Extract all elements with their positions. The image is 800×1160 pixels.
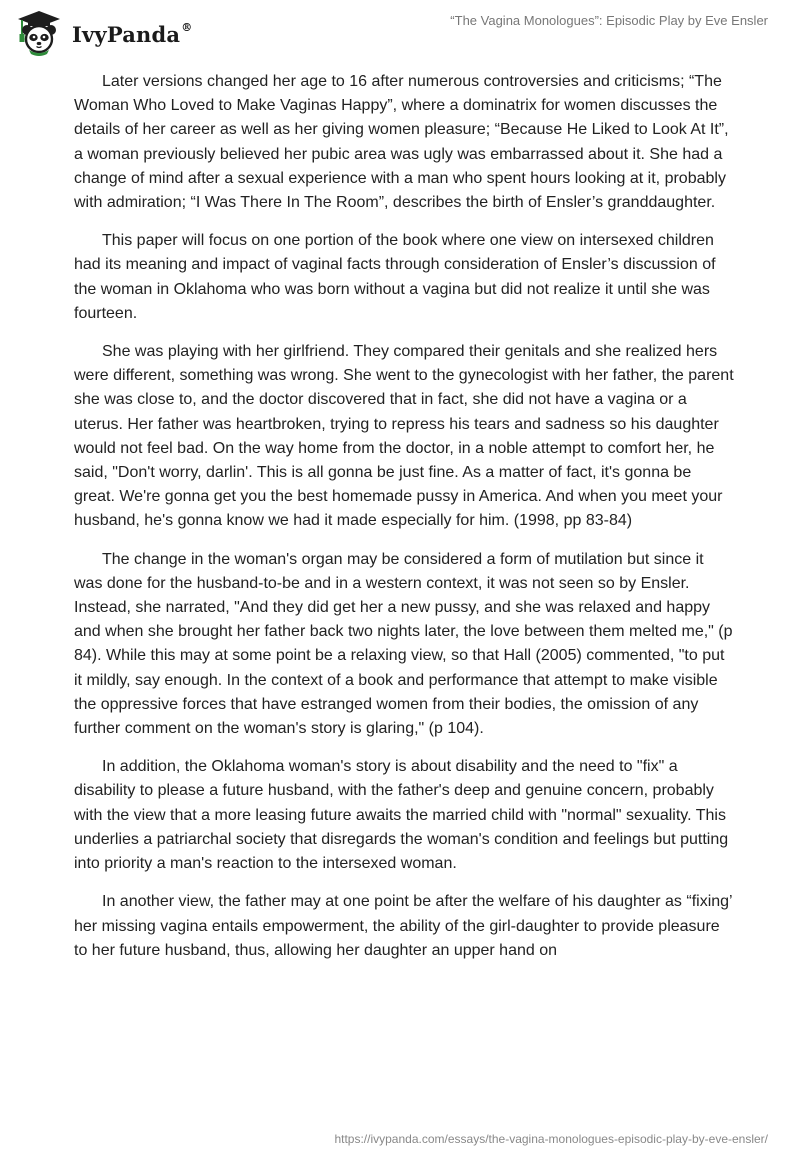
brand-logo[interactable] xyxy=(14,8,192,58)
paragraph: The change in the woman's organ may be considered a form of mutilation but since it was done for the husband-to-be and in a western context, it was not seen so by Ensler. Instead, she narrated, "And they did get her a new pussy, and she was relaxed and happy and when she brought her father back two nights later, the love between them melted me," (p 84). While this may at some point be a relaxing view, so that Hall (2005) commented, "to put it mildly, say enough. In the context of a book and performance that attempt to make visible the oppressive forces that have estranged women from their bodies, the omission of any further comment on the woman's story is glaring," (p 104). xyxy=(74,550,733,738)
panda-graduate-logo-icon xyxy=(14,8,64,58)
paragraph: She was playing with her girlfriend. They compared their genitals and she realized hers were different, something was wrong. She went to the gynecologist with her father, the parent she was close to, and the doctor discovered that in fact, she did not have a vagina or a uterus. Her father was heartbroken, trying to repress his tears and sadness so his daughter would not feel bad. On the way home from the doctor, in a noble attempt to comfort her, he said, "Don't worry, darlin'. This is all gonna be just fine. As a matter of fact, it's gonna be great. We're gonna get you the best homemade pussy in America. And when you meet your husband, he's gonna know we had it made especially for him. (1998, pp 83-84) xyxy=(74,343,734,530)
paragraph: In another view, the father may at one point be after the welfare of his daughter as “fixing’ her missing vagina entails empowerment, the ability of the girl-daughter to provide pleasure to her future husband, thus, allowing her daughter an upper hand on xyxy=(74,893,732,959)
brand-name: IvyPanda® xyxy=(72,20,193,47)
page-header xyxy=(0,0,800,70)
running-title: “The Vagina Monologues”: Episodic Play by Eve Ensler xyxy=(450,13,768,28)
paragraph: In addition, the Oklahoma woman's story is about disability and the need to "fix" a disability to please a future husband, with the father's deep and genuine concern, probably with the view that a more leasing future awaits the married child with "normal" sexuality. This underlies a patriarchal society that disregards the woman's condition and feelings but putting into priority a man's reaction to the intersexed woman. xyxy=(74,758,729,873)
paragraph: This paper will focus on one portion of the book where one view on intersexed children had its meaning and impact of vaginal facts through consideration of Ensler’s discussion of the woman in Oklahoma who was born without a vagina but did not realize it until she was fourteen. xyxy=(74,232,716,322)
source-url-link[interactable]: https://ivypanda.com/essays/the-vagina-monologues-episodic-play-by-eve-ensler/ xyxy=(334,1132,768,1146)
essay-body xyxy=(74,70,734,977)
registered-mark: ® xyxy=(181,20,193,34)
paragraph: Later versions changed her age to 16 after numerous controversies and criticisms; “The Woman Who Loved to Make Vaginas Happy”, where a dominatrix for women discusses the details of her career as well as her giving women pleasure; “Because He Liked to Look At It”, a woman previously believed her pubic area was ugly was embarrassed about it. She had a change of mind after a sexual experience with a man who spent hours looking at it, probably with admiration; “I Was There In The Room”, describes the birth of Ensler’s granddaughter. xyxy=(74,73,729,212)
